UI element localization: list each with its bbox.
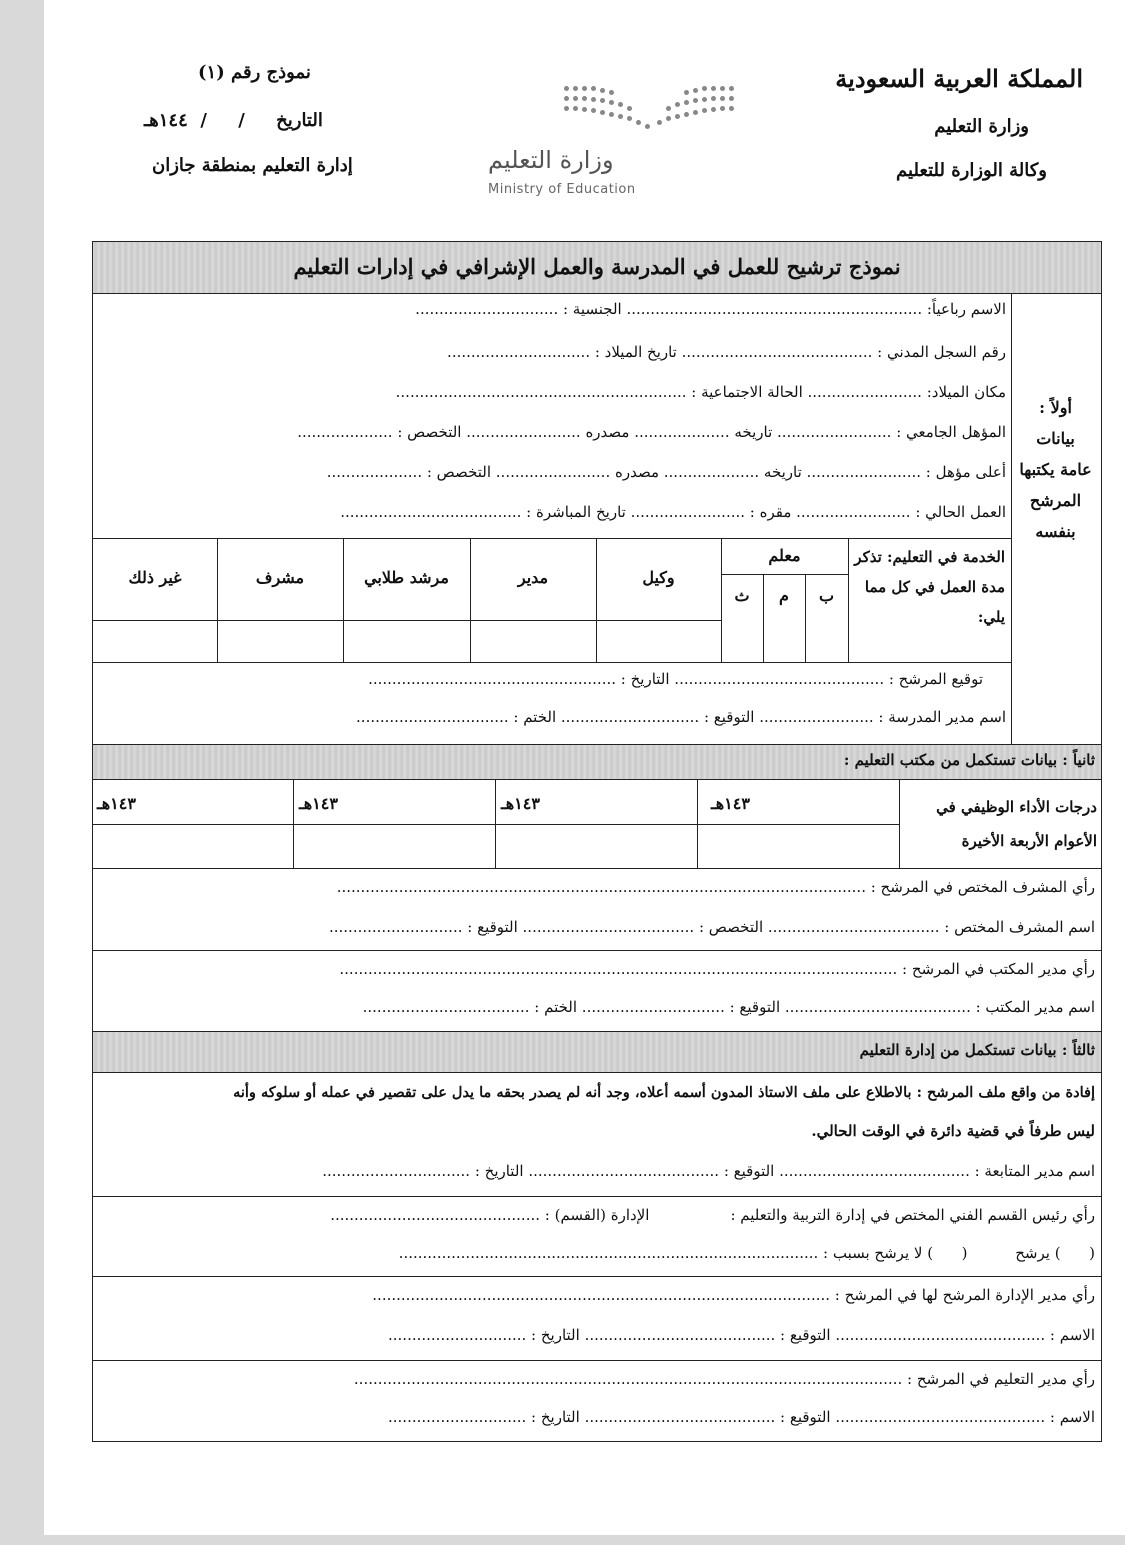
nominate-row: ( ) يرشح ( ) لا يرشح بسبب : ........................................................................................ [398,1244,1095,1262]
document-page [44,0,1125,1535]
director-name-row: الاسم : ............................................ التوقيع : ........................................ التاريخ : ............................. [388,1408,1095,1426]
section3-title: ثالثاً : بيانات تستكمل من إدارة التعليم [859,1041,1095,1059]
logo-english-text: Ministry of Education [488,182,636,197]
ministry-title: وزارة التعليم [934,116,1029,137]
degree-row: المؤهل الجامعي : ........................ تاريخه .................... مصدره ........................ التخصص : .................... [297,423,1006,441]
service-col-teacher: معلم [768,546,801,565]
teacher-sub-b: ب [818,586,835,605]
civil-id-row: رقم السجل المدني : ........................................ تاريخ الميلاد : .............................. [447,343,1006,361]
tech-head-row: رأي رئيس القسم الفني المختص في إدارة التربية والتعليم : الإدارة (القسم) : ............................................ [330,1206,1095,1224]
service-col-supervisor: مشرف [255,568,305,587]
form-number: نموذج رقم (١) [198,62,311,83]
year-3: ١٤٣هـ [299,794,338,813]
ministry-logo [564,80,734,130]
date-line: التاريخ / / ١٤٤هـ [144,110,323,131]
office-name-row: اسم مدير المكتب : ....................................... التوقيع : .............................. الختم : ................................... [362,998,1095,1016]
nomination-form [92,241,1102,1442]
file-statement-2: ليس طرفاً في قضية دائرة في الوقت الحالي. [811,1122,1095,1140]
form-title: نموذج ترشيح للعمل في المدرسة والعمل الإشرافي في إدارات التعليم [293,254,901,279]
dept-name-row: الاسم : ............................................ التوقيع : ........................................ التاريخ : ............................. [388,1326,1095,1344]
office-opinion-row: رأي مدير المكتب في المرشح : ..................................................................................................................... [339,960,1095,978]
service-label: الخدمة في التعليم: تذكر مدة العمل في كل مما يلي: [854,548,1005,626]
teacher-sub-m: م [779,586,789,605]
supervisor-name-row: اسم المشرف المختص : .................................... التخصص : .................................... التوقيع : ............................ [328,918,1095,936]
followup-row: اسم مدير المتابعة : ........................................ التوقيع : ........................................ التاريخ : ............................... [322,1162,1095,1180]
director-opinion-row: رأي مدير التعليم في المرشح : ................................................................................................................... [353,1370,1095,1388]
file-statement: إفادة من واقع ملف المرشح : بالاطلاع على ملف الاستاذ المدون أسمه أعلاه، وجد أنه لم يصدر بحقه ما يدل على تقصير في عمله أو سلوكه وأنه [233,1084,1095,1101]
kingdom-title: المملكة العربية السعودية [835,64,1083,93]
performance-label: درجات الأداء الوظيفي في الأعوام الأربعة الأخيرة [936,798,1097,850]
year-2: ١٤٣هـ [501,794,540,813]
service-col-deputy: وكيل [642,568,675,587]
school-principal-row: اسم مدير المدرسة : ........................ التوقيع : ............................. الختم : ................................ [356,708,1006,726]
section2-title: ثانياً : بيانات تستكمل من مكتب التعليم : [843,751,1095,769]
agency-title: وكالة الوزارة للتعليم [896,160,1047,181]
teacher-sub-th: ث [734,586,750,605]
department-title: إدارة التعليم بمنطقة جازان [152,155,353,176]
service-col-other: غير ذلك [128,568,182,587]
current-job-row: العمل الحالي : ........................ مقره : ........................ تاريخ المباشرة : ...................................... [340,503,1006,521]
name-row: الاسم رباعياً: .............................................................. الجنسية : .............................. [415,300,1006,318]
service-col-counselor: مرشد طلابي [364,568,449,587]
highest-degree-row: أعلى مؤهل : ........................ تاريخه .................... مصدره ........................ التخصص : .................... [326,463,1006,481]
dept-opinion-row: رأي مدير الإدارة المرشح لها في المرشح : ................................................................................................ [372,1286,1095,1304]
section1-side-label: أولاً : بيانات عامة يكتبها المرشح بنفسه [1019,398,1092,541]
year-4: ١٤٣هـ [97,794,136,813]
birthplace-row: مكان الميلاد: ........................ الحالة الاجتماعية : ............................................................. [395,383,1006,401]
logo-arabic-text: وزارة التعليم [488,146,614,174]
candidate-signature-row: توقيع المرشح : ............................................ التاريخ : .................................................... [368,670,983,688]
service-col-principal: مدير [517,568,549,587]
year-1: ١٤٣هـ [711,794,750,813]
supervisor-opinion-row: رأي المشرف المختص في المرشح : ............................................................................................................... [336,878,1095,896]
